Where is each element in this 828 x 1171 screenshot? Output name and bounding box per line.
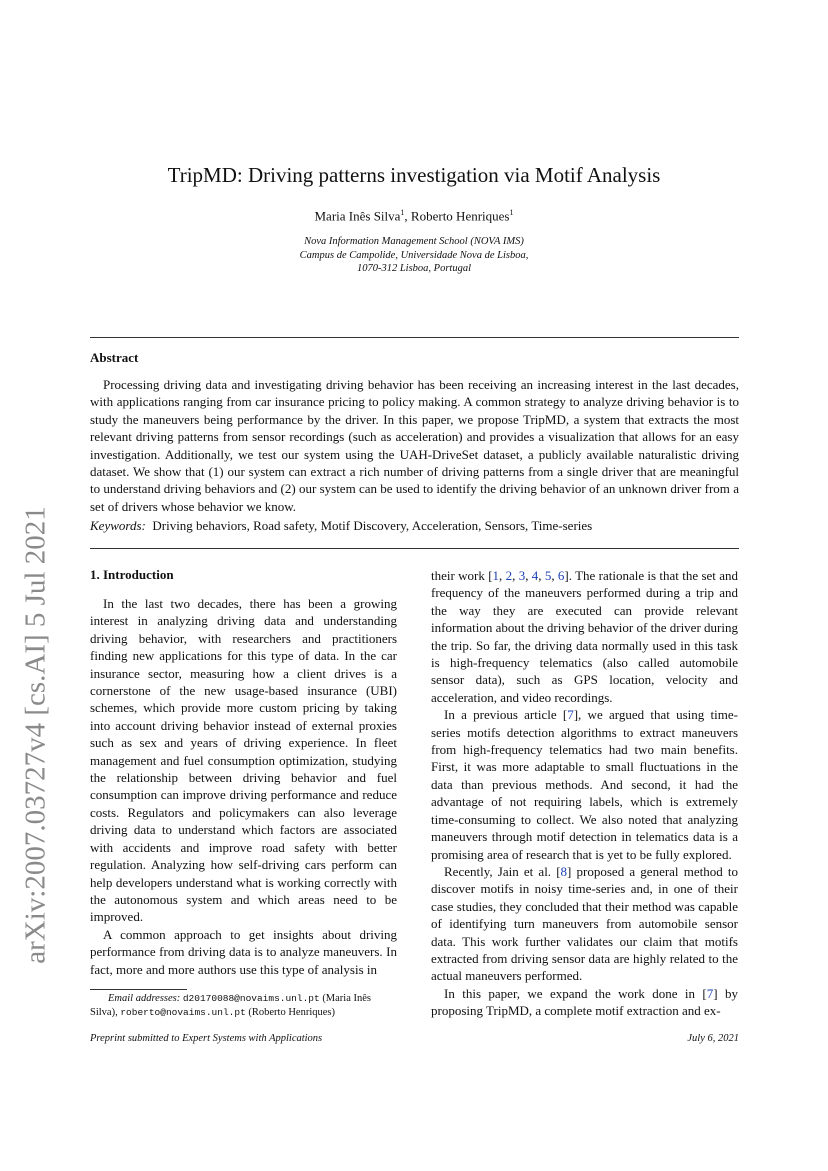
author-separator: , [404,208,411,224]
abstract-divider [90,548,739,549]
citation-link[interactable]: 3 [518,568,526,583]
paragraph: In a previous article [7], we argued that using time-series motifs detection algorithms to extract maneuvers from high-frequency telematics had two main benefits. First, it was more adaptable to small fluctuations in the data than previous methods. And second, it had the advantage of not requiring labels, which is extremely time-consuming to collect. We also noted that analyzing maneuvers through motif detection in telematics data is a promising area of research that is yet to be fully explored. [431,707,738,862]
footnote-label: Email addresses: [108,993,181,1004]
footnote-text: (Maria Inês Silva), [90,993,371,1018]
arxiv-identifier: arXiv:2007.03727v4 [cs.AI] 5 Jul 2021 [19,506,52,964]
paper-title: TripMD: Driving patterns investigation via Motif Analysis [167,163,661,187]
abstract-text: Processing driving data and investigating driving behavior has been receiving an increasing interest in the last decades, with applications ranging from car insurance pricing to policy making. A common strategy to analyze driving behavior is to study the maneuvers being performance by the driver. In this paper, we propose TripMD, a system that extracts the most relevant driving patterns from sensor recordings (such as acceleration) and provides a visualization that allows for an easy investigation. Additionally, we test our system using the UAH-DriveSet dataset, a publicly available naturalistic driving dataset. We show that (1) our system can extract a rich number of driving patterns from a single driver that are meaningful to understand driving behaviors and (2) our system can be used to identify the driving behavior of an unknown driver from a set of drivers whose behavior we know. [90,377,739,514]
footnote [90,992,397,1020]
footnote-divider [90,989,187,990]
page-date: July 6, 2021 [687,1033,739,1044]
paragraph: In the last two decades, there has been a growing interest in analyzing driving data and understanding driving behavior, with researchers and practitioners finding new applications for this type of data. In the car insurance sector, measuring how a client drives is a cornerstone of the new usage-based insurance (UBI) schemes, which provide more custom pricing by taking into account driving behavior instead of external proxies such as sex and years of driving experience. In fleet management and fuel consumption optimization, studying the relationship between driving behavior and fuel consumption can improve driving performance and reduce costs. Regulators and policymakers can also leverage driving data to understand which factors are associated with accidents and improve road safety with better regulation. Analyzing how self-driving cars perform can help developers understand what is working correctly with the autonomous system and which areas need to be improved. [90,596,397,925]
affiliation [0,235,828,276]
email-address[interactable]: d20170088@novaims.unl.pt [182,993,320,1004]
paragraph: their work [1, 2, 3, 4, 5, 6]. The rationale is that the set and frequency of the maneuvers performed during a trip and the way they are executed can provide relevant information about the driving behavior of the driver during the trip. So far, the driving data normally used in this task is high-frequency telematics (also called automobile sensor data), such as GPS location, velocity and acceleration, and video recordings. [431,568,738,705]
paragraph: A common approach to get insights about driving performance from driving data is to analyze maneuvers. In fact, more and more authors use this type of analysis in [90,926,397,977]
footnote-text: (Roberto Henriques) [245,1007,335,1018]
affiliation-marker: 1 [509,208,514,217]
citation-link[interactable]: 2 [505,568,513,583]
affiliation-marker: 1 [400,208,405,217]
keywords [90,518,739,534]
citation-link[interactable]: 7 [567,707,574,723]
email-address[interactable]: roberto@novaims.unl.pt [120,1007,246,1018]
author-name: Maria Inês Silva [314,208,401,224]
abstract-heading: Abstract [90,350,139,365]
citation-link[interactable]: 1 [492,568,500,583]
preprint-note: Preprint submitted to Expert Systems with Applications [90,1033,323,1044]
keywords-label: Keywords: [90,518,146,533]
keywords-text: Driving behaviors, Road safety, Motif Discovery, Acceleration, Sensors, Time-series [152,518,593,533]
citation-link[interactable]: 5 [544,568,552,583]
author-line [0,208,828,224]
author-name: Roberto Henriques [410,208,510,224]
affiliation-line: Campus de Campolide, Universidade Nova de Lisboa, [299,249,529,261]
citation-link[interactable]: 4 [531,568,539,583]
top-divider [90,337,739,338]
citation-link[interactable]: 8 [560,863,568,879]
paragraph: In this paper, we expand the work done in [7] by proposing TripMD, a complete motif extraction and ex- [431,985,738,1019]
citation-link[interactable]: 6 [557,568,565,583]
citation-link[interactable]: 7 [706,985,714,1001]
left-column [90,595,397,978]
paragraph: Recently, Jain et al. [8] proposed a general method to discover motifs in noisy time-series and, in one of their case studies, they concluded that their method was capable of identifying turn maneuvers from automobile sensor data. This work further validates our claim that motifs extracted from driving sensor data are highly related to the actual maneuvers performed. [431,863,738,984]
right-column [431,567,738,1020]
affiliation-line: Nova Information Management School (NOVA IMS) [304,236,524,247]
affiliation-line: 1070-312 Lisboa, Portugal [356,263,472,275]
section-heading: 1. Introduction [90,567,174,582]
